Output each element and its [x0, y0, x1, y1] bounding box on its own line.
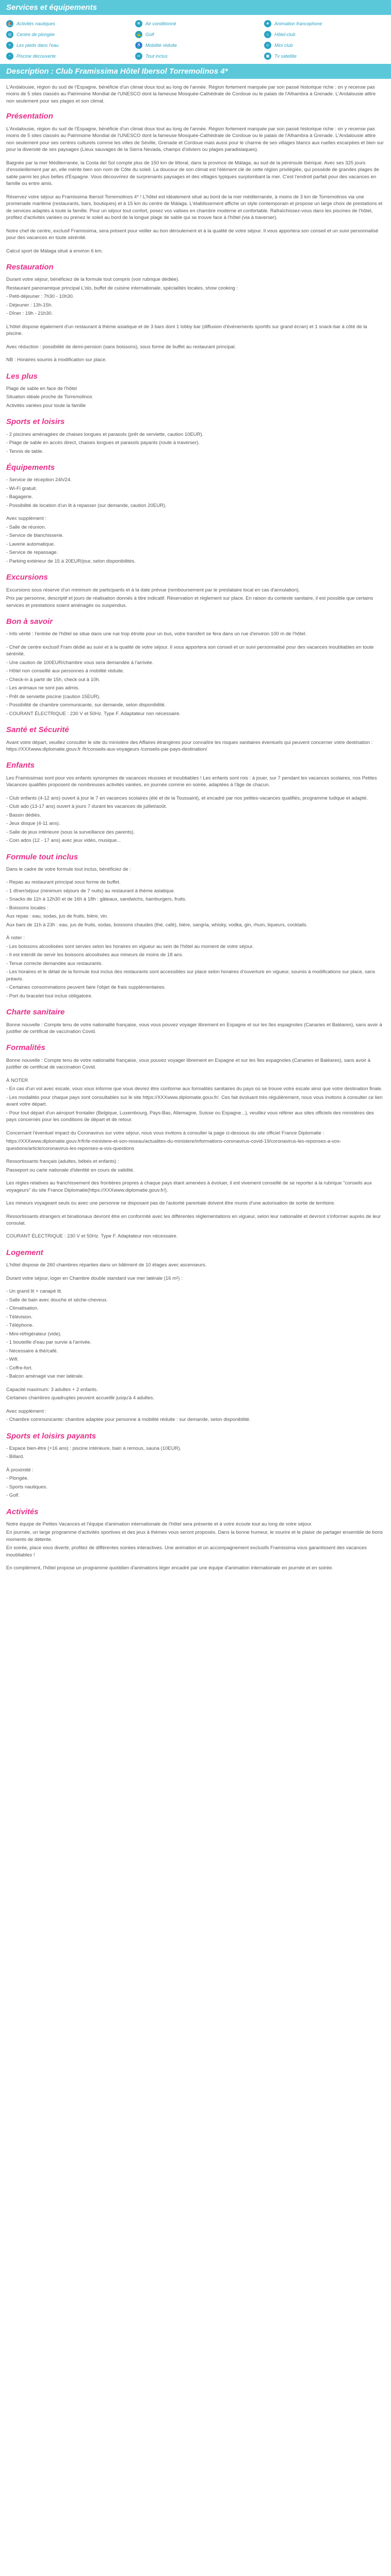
section-line: Activités variées pour toute la famille	[6, 402, 86, 409]
section-line: En soirée, place vous divertir, profitez de différentes soirées interactives. Une animation et un accompagnement exclusifs Framissima vous garantissent des vacances inoubliables !	[6, 1545, 367, 1558]
spacer	[6, 790, 384, 795]
section-line: Aux bars de 11h à 23h : eau, jus de fruits, sodas, boissons chaudes (thé, café), bière, sangria, whisky, vodka, gin, rhum, liqueurs, cocktails.	[6, 922, 308, 928]
section-line: - Espace bien-être (+16 ans) : piscine intérieure, bain à remous, sauna (10EUR).	[6, 1445, 182, 1451]
section-line: En complément, l'hôtel propose un programme quotidien d'animations léger encadré par une équipe d'animation internationale en journée et en soirée.	[6, 1565, 333, 1571]
section-line: - Une caution de 100EUR/chambre vous sera demandée à l'arrivée.	[6, 659, 154, 666]
section-line: - Parking extérieur de 15 à 20EUR/jour, selon disponibilités.	[6, 558, 136, 564]
section-title: Sports et loisirs payants	[6, 1431, 96, 1440]
section-line: L'hôtel dispose de 260 chambres réparties dans un bâtiment de 10 étages avec ascenseurs.	[6, 1262, 207, 1268]
section-line: - Salle de réunion.	[6, 524, 46, 530]
section-line: Restaurant panoramique principal L'olo, buffet de cuisine internationale, spécialités locales, show cooking :	[6, 285, 238, 291]
section-line: Certaines chambres quadruples peuvent accueillir jusqu'à 4 adultes.	[6, 1395, 154, 1401]
section-line: - Prêt de serviette piscine (caution 15EUR).	[6, 693, 101, 700]
section-line: À noter :	[6, 935, 25, 941]
section-line: À NOTER	[6, 1077, 28, 1083]
section-line: - Télévision.	[6, 1314, 33, 1320]
section-line: Ressortissants étrangers et binationaux devront être en conformité avec les différentes réglementations en vigueur, selon leur nationalité et devront s'informer auprès de leur consulat.	[6, 1213, 381, 1226]
section-line: - Salle de jeux intérieure (sous la surveillance des parents).	[6, 829, 135, 835]
section-line: - Coin ados (12 - 17 ans) avec jeux vidéo, musique...	[6, 838, 121, 844]
equipment-item	[6, 31, 135, 38]
section-line: NB : Horaires soumis à modification sur place.	[6, 357, 107, 363]
section-line: Excursions sous réserve d'un minimum de participants et à la date prévue (remboursement par le prestataire local en cas d'annulation).	[6, 587, 300, 593]
equipment-item	[264, 31, 388, 38]
spacer	[6, 874, 384, 879]
section-line: À proximité :	[6, 1467, 34, 1473]
section-line: - Chef de centre exclusif Fram dédié au suivi et à la qualité de votre séjour. Il vous apportera son conseil et un suivi personnalisé pour des vacances inoubliables en toute sérénité.	[6, 644, 374, 657]
spacer	[6, 352, 384, 357]
section-line: - Plongée.	[6, 1476, 29, 1482]
section-title: Charte sanitaire	[6, 1008, 65, 1017]
section-line: - Certaines consommations peuvent faire l'objet de frais supplémentaires.	[6, 985, 166, 991]
section-line: Durant votre séjour, bénéficiez de la formule tout compris (voir rubrique dédiée).	[6, 277, 180, 283]
section-line: - Les animaux ne sont pas admis.	[6, 685, 80, 691]
boat-icon: ⛵	[6, 20, 13, 27]
equipment-item	[135, 53, 264, 60]
section-title: Logement	[6, 1248, 43, 1257]
section-line: - 1 bouteille d'eau par survie à l'arrivée.	[6, 1340, 92, 1346]
section-line: - Service de repassage.	[6, 550, 58, 556]
animation-icon: ★	[264, 20, 271, 27]
section-line: Notre chef de centre, exclusif Framissima, sera présent pour veiller au bon déroulement et à la qualité de votre séjour. Il vous apportera son conseil et un suivi personnalisé pour des vacances en toute sérénité.	[6, 228, 379, 241]
equipment-label: Tv satellite	[274, 53, 297, 59]
section-line: COURANT ÉLECTRIQUE : 230 V et 50Hz. Type F. Adaptateur non nécessaire.	[6, 1233, 178, 1240]
equipment-label: Centre de plongée	[17, 31, 55, 37]
section-line: - Port du bracelet tout inclus obligatoire.	[6, 993, 93, 999]
section-line: Passeport ou carte nationale d'identité en cours de validité.	[6, 1167, 135, 1173]
section-line: Situation idéale proche de Torremolinos	[6, 394, 92, 400]
spacer	[6, 639, 384, 644]
section-line: - Golf.	[6, 1493, 20, 1499]
spacer	[6, 223, 384, 228]
spacer	[6, 1382, 384, 1386]
section-line: Capacité maximum: 3 adultes + 2 enfants.	[6, 1386, 98, 1393]
section-line: Bonne nouvelle : Compte tenu de votre nationalité française, vous vous pouvez voyager librement en Espagne et sur les îles espagnoles (Canaries et Baléares), sans avoir à justifier de certificat de vaccination Covid.	[6, 1022, 382, 1035]
equipment-label: Piscine découverte	[17, 53, 56, 59]
section-line: - Climatisation.	[6, 1306, 39, 1312]
equipment-label: Hôtel-club	[274, 31, 296, 37]
section-line: Plage de sable en face de l'hôtel	[6, 385, 77, 392]
section-line: Aux repas : eau, sodas, jus de fruits, bière, vin.	[6, 913, 108, 920]
spacer	[6, 1209, 384, 1213]
section-line: - Check-in à partir de 15h, check out à 10h.	[6, 676, 101, 683]
section-line: - Info vérité : l'entrée de l'hôtel se situe dans une rue trop étroite pour un bus, votre transfert se fera dans un rue d'environ 100 m de l'hôtel.	[6, 631, 307, 637]
section-line: - Billard.	[6, 1454, 24, 1460]
spacer	[6, 1228, 384, 1233]
section-line: - Service de réception 24h/24.	[6, 477, 72, 483]
spacer	[6, 1462, 384, 1467]
spacer	[6, 1125, 384, 1130]
pool-icon: ~	[6, 53, 13, 60]
section-line: Concernant l'éventuel impact du Coronavirus sur votre séjour, nous vous invitons à consulter la page ci-dessous du site officiel France Diplomatie :	[6, 1130, 324, 1136]
equipment-item	[135, 42, 264, 49]
equipment-label: Activités nautiques	[17, 21, 56, 26]
equipment-item	[6, 53, 135, 60]
equipment-label: Animation francophone	[274, 21, 322, 26]
section-line: Dans le cadre de votre formule tout inclus, bénéficiez de :	[6, 866, 131, 872]
equipment-item	[6, 20, 135, 27]
section-title: Bon à savoir	[6, 617, 53, 626]
spacer	[6, 1283, 384, 1288]
section-line: - Il est interdit de servir les boissons alcoolisées aux mineurs de moins de 18 ans.	[6, 952, 184, 958]
equipment-label: Mobilité réduite	[145, 42, 177, 48]
section-line: Baignée par la mer Méditerranée, la Costa del Sol compte plus de 150 km de littoral, dans la province de Málaga, au sud de la péninsule Ibérique. Avec ses 325 jours d'ensoleillement par an, elle mérite bien son nom de Côte du soleil. La douceur de son climat est l'élément clé de cette région privilégiée, qui possède de grandes plages de sable parmi les plus belles d'Espagne. Vous découvrirez de surprenants paysages et des villages typiques surplombant la mer. C'est l'endroit parfait pour des vacances en famille ou entre amis.	[6, 160, 379, 187]
description-content	[0, 79, 391, 1579]
section-line: - Wifi.	[6, 1357, 19, 1363]
equipment-label: Tout inclus	[145, 53, 168, 59]
section-line: - Un grand lit + canapé lit.	[6, 1289, 62, 1295]
section-line: - Chambre communicante: chambre adaptée pour personne à mobilité réduite : sur demande, selon disponibilité.	[6, 1417, 251, 1423]
section-line: - Balcon aménagé vue mer latérale.	[6, 1374, 84, 1380]
section-line: - Bagagerie.	[6, 494, 33, 500]
tv-icon: ▣	[264, 53, 271, 60]
equipment-item	[6, 42, 135, 49]
section-line: - Bassin dédiés.	[6, 812, 41, 818]
hotel-icon: ⌂	[264, 31, 271, 38]
section-line: https://XXXwww.diplomatie.gouv.fr/fr/le-ministere-et-son-reseau/actualites-du-ministere/informations-coronavirus-covid-19/coronavirus-les-reponses-a-vos-questions/article/coronavirus-les-reponses-a-vos-questions	[6, 1139, 341, 1151]
waves-icon: ≈	[6, 42, 13, 49]
section-line: - Plage de sable en accès direct, chaises longues et parasols payants (route à traverser).	[6, 440, 200, 446]
section-line: - Pour tout départ d'un aéroport frontalier (Belgique, Luxembourg, Pays-Bas, Allemagne, Suisse ou Espagne...), veuillez vous référer aux sites officiels des ministères des pays concernés pour les conditions de départ et de retour.	[6, 1110, 374, 1123]
equipments-grid	[0, 15, 391, 64]
section-line: - Tenue correcte demandée aux restaurants.	[6, 960, 103, 967]
section-line: - Tennis de table.	[6, 448, 44, 454]
equipment-label: Mini club	[274, 42, 293, 48]
section-line: Avec supplément :	[6, 516, 46, 522]
section-line: - Repas au restaurant principal sous forme de buffet.	[6, 879, 121, 886]
section-title: Sports et loisirs	[6, 417, 65, 427]
section-line: - Déjeuner : 13h-15h.	[6, 302, 53, 308]
section-line: - Sports nautiques.	[6, 1484, 47, 1490]
section-line: Avec réduction : possibilité de demi-pension (sans boissons), sous forme de buffet au restaurant principal.	[6, 344, 236, 350]
spacer	[6, 1154, 384, 1158]
equipment-label: Les pieds dans l'eau	[17, 42, 59, 48]
equipment-item	[264, 20, 388, 27]
spacer	[6, 339, 384, 344]
spacer	[6, 930, 384, 935]
intro-paragraph: L'Andalousie, région du sud de l'Espagne, bénéficie d'un climat doux tout au long de l'année. Région fortement marquée par son passé historique riche : on y recense pas moins de 5 sites classés au Patrimoine Mondial de l'UNESCO dont la fameuse Mosquée-Cathédrale de Cordoue ou le palais de l'Alhambra à Grenade. L'Andalousie attire non seulement pour ses plages et son climat.	[6, 84, 376, 104]
section-line: - Jeux disque (4-11 ans).	[6, 821, 60, 827]
section-line: Ressortissants français (adultes, bébés et enfants) :	[6, 1159, 119, 1165]
spacer	[6, 1175, 384, 1180]
spacer	[6, 1270, 384, 1275]
section-line: L'Andalousie, région du sud de l'Espagne, bénéficie d'un climat doux tout au long de l'année. Région fortement marquée par son passé historique riche : on y recense pas moins de 5 sites classés au Patrimoine Mondial de l'UNESCO dont la fameuse Mosquée-Cathédrale de Cordoue ou le palais de l'Alhambra à Grenade. L'Andalousie attire non seulement pour ses centres culturels comme les villes de Séville, Grenade et Cordoue mais aussi pour le charme de ses villages blancs aux ruelles escarpées et bien sur pour la diversité de ses paysages (Lieux sauvages de la Sierra Nevada, champs d'oliviers ou plages paradisiaques).	[6, 126, 384, 153]
kids-icon: ☺	[264, 42, 271, 49]
equipment-item	[135, 20, 264, 27]
section-title: Les plus	[6, 371, 38, 381]
section-title: Formule tout inclus	[6, 852, 78, 861]
wheelchair-icon: ♿	[135, 42, 142, 49]
section-title: Restauration	[6, 263, 54, 272]
section-line: Calcul sport de Málaga situé à environ 6 km.	[6, 248, 103, 254]
section-title: Formalités	[6, 1043, 45, 1053]
section-line: - Hôtel non conseillé aux personnes à mobilité réduite.	[6, 668, 124, 674]
section-line: - Wi-Fi gratuit.	[6, 485, 37, 492]
equipment-label: Air conditionné	[145, 21, 176, 26]
section-line: - Laverie automatique.	[6, 541, 55, 547]
section-line: - Les modalités pour chaque pays sont consultables sur le site https://XXXwww.diplomatie.gouv.fr/. Ces fait évoluant très régulièrement, nous vous invitons à consulter ce lien avant votre départ.	[6, 1094, 383, 1108]
section-line: - Les boissons alcoolisées sont servies selon les horaires en vigueur au sein de l'hôtel au moment de votre séjour.	[6, 943, 254, 950]
section-line: Réservez votre séjour au Framissima Ibersol Torremolinos 4* ! L'hôtel est idéalement situé au bord de la mer méditerranée, à moins de 3 km de Torremolinos via une promenade maritime (restaurants, bars, boutiques) et à 15 km du centre de Málaga. L'établissement affiche un style contemporain et propose un large choix de prestations et de services adaptés à toute la famille. Pour un séjour tout confort, posez vos valises en chambre moderne et confortable. Rafraîchissez-vous dans les piscines de l'hôtel, profitez d'activités variées ou prenez le soleil au bord de la longue plage de sable qui se trouve face à l'hôtel (via à traverser).	[6, 194, 383, 221]
description-header: Description : Club Framissima Hôtel Ibersol Torremolinos 4*	[0, 64, 391, 79]
section-line: - En cas d'un vol avec escale, vous vous informe que vous devrez être conforme aux formalités sanitaires du pays où se trouve votre escale ainsi que votre destination finale.	[6, 1086, 383, 1092]
section-line: Avant votre départ, veuillez consulter le site du ministère des Affaires étrangères pour connaître les risques sanitaires éventuels qui peuvent concerner votre destination : https://XXXwww.diplomatie.gouv.fr /fr/conseils-aux-voyageurs /conseils-par-pays-destination/	[6, 739, 373, 752]
section-line: - Les horaires et le détail de la formule tout inclus des restaurants sont accessibles sur place selon horaires d'ouverture en vigueur, soumis à modifications sur place, sans préavis.	[6, 969, 376, 982]
section-line: - Boissons locales :	[6, 905, 48, 911]
section-line: - Nécessaire à thé/café.	[6, 1348, 58, 1354]
section-line: Prix par personne, descriptif et jours de réalisation donnés à titre indicatif. Réservation et règlement sur place. En raison du contexte sanitaire, il est possible que certains services et prestations soient aménagés ou suspendus.	[6, 596, 373, 608]
all-inclusive-icon: ∞	[135, 53, 142, 60]
section-line: - Possibilité de chambre communicante, sur demande, selon disponibilité.	[6, 702, 166, 708]
section-title: Équipements	[6, 463, 55, 472]
equipment-item	[135, 31, 264, 38]
section-line: - Téléphone.	[6, 1323, 34, 1329]
section-title: Présentation	[6, 112, 53, 121]
section-line: Durant votre séjour, loger en Chambre double standard vue mer latérale (16 m²) :	[6, 1275, 183, 1281]
section-line: Les mineurs voyageant seuls ou avec une personne ne disposant pas de l'autorité parentale doivent être munis d'une autorisation de sortie de territoire.	[6, 1200, 335, 1207]
equipment-item	[264, 53, 388, 60]
spacer	[6, 189, 384, 194]
section-line: - Snacks de 11h à 12h30 et de 16h à 18h : gâteaux, sandwichs, hamburgers, fruits.	[6, 896, 187, 903]
golf-icon: ⛳	[135, 31, 142, 38]
section-title: Excursions	[6, 573, 48, 582]
section-line: - Club enfants (4-12 ans) ouvert à jour le 7 en vacances scolaires (été et de la Toussaint), et encadré par nos petites-vacances qualifiés, programme ludique et adapté.	[6, 795, 368, 801]
section-line: Les règles relatives au franchissement des frontières propres à chaque pays étant amenées à évoluer, il est vivement conseillé de se reporter à la rubrique "conseils aux voyageurs" du site France Diplomatie(https://XXXwww.diplomatie.gouv.fr/).	[6, 1180, 372, 1193]
diving-icon: ◎	[6, 31, 13, 38]
spacer	[6, 1560, 384, 1565]
spacer	[6, 1403, 384, 1408]
section-title: Santé et Sécurité	[6, 725, 69, 735]
section-title: Enfants	[6, 761, 35, 770]
section-line: Les Framissimas sont pour vos enfants synonymes de vacances réussies et inoubliables ! Les enfants sont rois : à jouer, sur 7 pendant les vacances scolaires, nos Petites Vacances qualifiés proposent de nombreuses activités variées, en journée comme en soirée, adaptées à l'âge de chacun.	[6, 775, 377, 788]
spacer	[6, 1073, 384, 1077]
spacer	[6, 243, 384, 248]
section-line: L'hôtel dispose également d'un restaurant à thème asiatique et de 3 bars dont 1 lobby bar (diffusion d'événements sportifs sur grand écran) et 1 snack-bar à côté de la piscine.	[6, 324, 367, 337]
section-line: Bonne nouvelle : Compte tenu de votre nationalité française, vous pouvez voyager librement en Espagne et sur les îles espagnoles (Canaries et Baléares), sans avoir à justifier de certificat de vaccination Covid.	[6, 1057, 371, 1071]
section-line: - Coffre-fort.	[6, 1365, 33, 1371]
spacer	[6, 319, 384, 324]
snowflake-icon: ❄	[135, 20, 142, 27]
spacer	[6, 511, 384, 515]
equipment-label: Golf	[145, 31, 154, 37]
section-line: - Club ado (13-17 ans) ouvert à jours 7 durant les vacances de juillet/août.	[6, 804, 167, 810]
section-line: - Salle de bain avec douche et sèche-cheveux.	[6, 1297, 108, 1303]
spacer	[6, 1195, 384, 1200]
equipments-header: Services et équipements	[0, 0, 391, 15]
section-line: - Petit-déjeuner : 7h30 - 10h30.	[6, 294, 74, 300]
section-line: - Dîner : 19h - 21h30.	[6, 311, 53, 317]
section-line: Notre équipe de Petites Vacances et l'équipe d'animation internationale de l'hôtel sera présente et à votre écoute tout au long de votre séjour.	[6, 1521, 313, 1527]
equipment-item	[264, 42, 388, 49]
section-line: - Mini-réfrigérateur (vide).	[6, 1331, 62, 1337]
section-line: - 1 dîner/séjour (minimum séjours de 7 nuits) au restaurant à thème asiatique.	[6, 888, 175, 894]
spacer	[6, 155, 384, 160]
section-title: Activités	[6, 1507, 39, 1516]
section-line: - COURANT ÉLECTRIQUE : 230 V et 50Hz. Type F. Adaptateur non nécessaire.	[6, 710, 181, 717]
section-line: - Possibilité de location d'un lit à repasser (sur demande, caution 20EUR).	[6, 502, 167, 509]
section-line: - Service de blanchisserie.	[6, 533, 64, 539]
section-line: - 2 piscines aménagées de chaises longues et parasols (prêt de serviette, caution 10EUR).	[6, 431, 204, 437]
section-line: En journée, un large programme d'activités sportives et des jeux à thèmes vous seront proposés. Dans la bonne humeur, le sourire et le plaisir de partager ensemble de bons moments de détente.	[6, 1530, 383, 1543]
section-line: Avec supplément :	[6, 1408, 46, 1414]
